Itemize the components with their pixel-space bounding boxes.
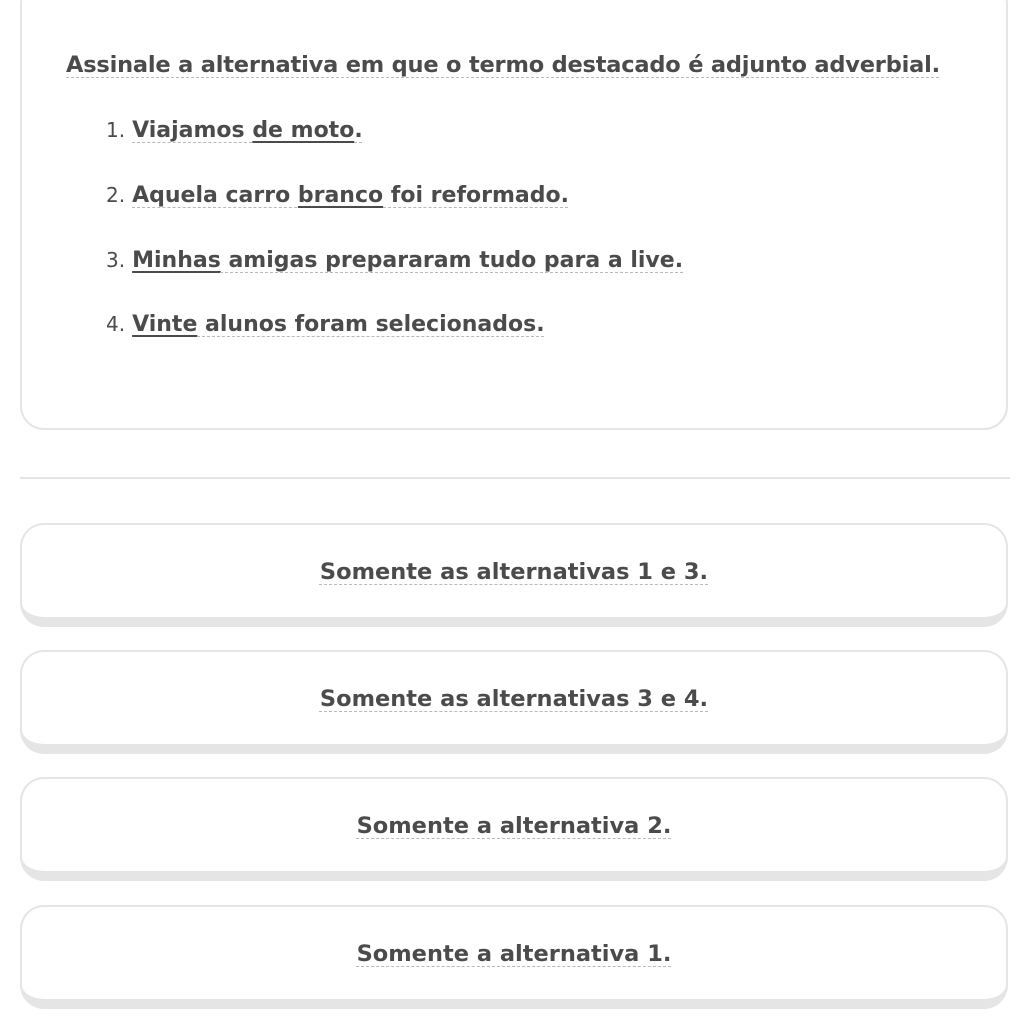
answer-option-3[interactable]	[20, 777, 1008, 881]
item-text-pre: Aquela carro	[132, 183, 298, 208]
item-number: 4.	[106, 312, 126, 336]
item-number: 2.	[106, 183, 126, 207]
answer-option-label: Somente a alternativa 2.	[356, 813, 672, 839]
list-item-3	[106, 248, 683, 273]
item-highlighted-term: Vinte	[132, 312, 198, 337]
answer-option-label: Somente a alternativa 1.	[356, 941, 672, 967]
item-text-post: foi reformado.	[383, 183, 569, 208]
item-text-post: amigas prepararam tudo para a live.	[220, 248, 684, 273]
item-highlighted-term: Minhas	[132, 248, 221, 273]
question-prompt-text: Assinale a alternativa em que o termo destacado é adjunto adverbial.	[66, 52, 940, 78]
answer-option-4[interactable]	[20, 905, 1008, 1009]
question-prompt	[66, 52, 940, 78]
question-card	[20, 0, 1008, 430]
answer-option-label: Somente as alternativas 3 e 4.	[319, 686, 709, 712]
answer-option-1[interactable]	[20, 523, 1008, 627]
list-item-2	[106, 183, 569, 208]
answer-option-2[interactable]	[20, 650, 1008, 754]
answer-option-label: Somente as alternativas 1 e 3.	[319, 559, 709, 585]
item-number: 1.	[106, 118, 126, 142]
item-text-pre: Viajamos	[132, 118, 253, 143]
item-highlighted-term: branco	[297, 183, 384, 208]
item-text-post: .	[354, 118, 363, 143]
list-item-1	[106, 118, 363, 143]
list-item-4	[106, 312, 545, 337]
item-highlighted-term: de moto	[252, 118, 355, 143]
item-number: 3.	[106, 248, 126, 272]
item-text-post: alunos foram selecionados.	[197, 312, 545, 337]
divider	[20, 477, 1010, 479]
